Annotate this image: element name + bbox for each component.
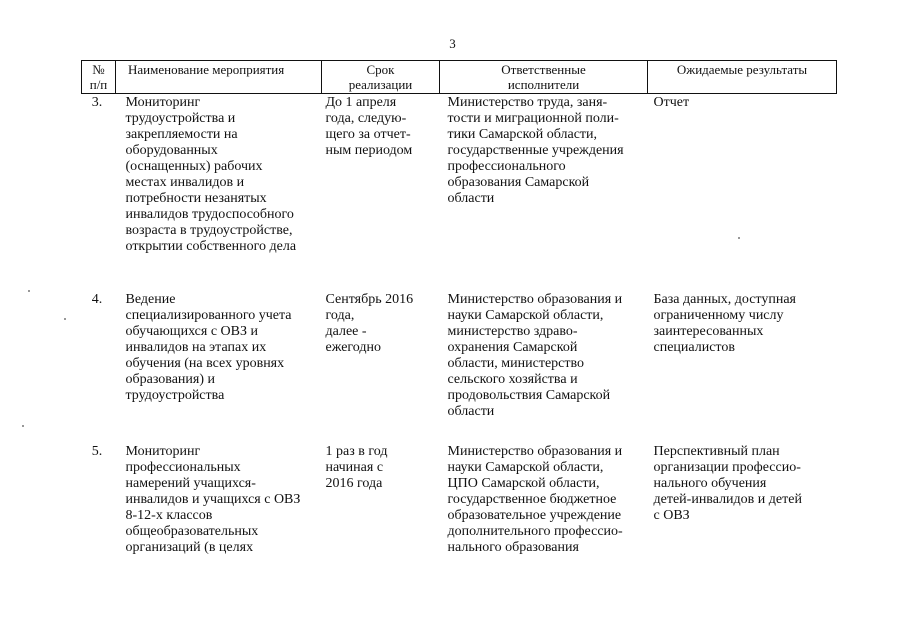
table-row <box>82 292 837 444</box>
row-number: 3. <box>91 95 103 110</box>
row-number: 4. <box>91 292 103 307</box>
expected-results: Отчет <box>653 95 690 110</box>
table-header <box>82 61 837 94</box>
implementation-term: До 1 апреля года, следую- щего за отчет- ным периодом <box>325 95 413 158</box>
measure-name: Мониторинг трудоустройства и закрепляемости на оборудованных (оснащенных) рабочих местах инвалидов и потребности незанятых инвалидов трудоспособного возраста в трудоустройстве, открытии собственного дела <box>125 95 297 254</box>
measures-table <box>81 60 837 556</box>
expected-results: База данных, доступная ограниченному числу заинтересованных специалистов <box>653 292 796 355</box>
responsible-executors: Министерство образования и науки Самарской области, ЦПО Самарской области, государственное бюджетное образовательное учреждение дополнительного профессио- нального образования <box>447 444 623 555</box>
implementation-term: Сентябрь 2016 года, далее - ежегодно <box>325 292 414 355</box>
expected-results: Перспективный план организации профессио- нального обучения детей-инвалидов и детей с ОВЗ <box>653 444 802 523</box>
responsible-executors: Министерство труда, заня- тости и миграционной поли- тики Самарской области, государственные учреждения профессионального образования Самарской области <box>447 95 624 206</box>
scan-speck <box>738 237 740 239</box>
header-num: № п/п <box>82 61 116 94</box>
scan-speck <box>22 425 24 427</box>
responsible-executors: Министерство образования и науки Самарской области, министерство здраво- охранения Самарской области, министерство сельского хозяйства и продовольствия Самарской области <box>447 292 623 419</box>
scan-speck <box>28 290 30 292</box>
page-number: 3 <box>449 36 456 51</box>
header-term: Срок реализации <box>322 61 440 94</box>
measure-name: Мониторинг профессиональных намерений учащихся- инвалидов и учащихся с ОВЗ 8-12-х классов общеобразовательных организаций (в целях <box>125 444 301 555</box>
row-number: 5. <box>91 444 103 459</box>
scan-speck <box>64 318 66 320</box>
measure-name: Ведение специализированного учета обучающихся с ОВЗ и инвалидов на этапах их обучения (на всех уровнях образования) и трудоустройства <box>125 292 292 403</box>
header-results: Ожидаемые результаты <box>648 61 837 94</box>
implementation-term: 1 раз в год начиная с 2016 года <box>325 444 388 491</box>
header-executors: Ответственные исполнители <box>440 61 648 94</box>
table-row <box>82 444 837 556</box>
header-name: Наименование мероприятия <box>116 61 322 94</box>
table-row <box>82 94 837 293</box>
